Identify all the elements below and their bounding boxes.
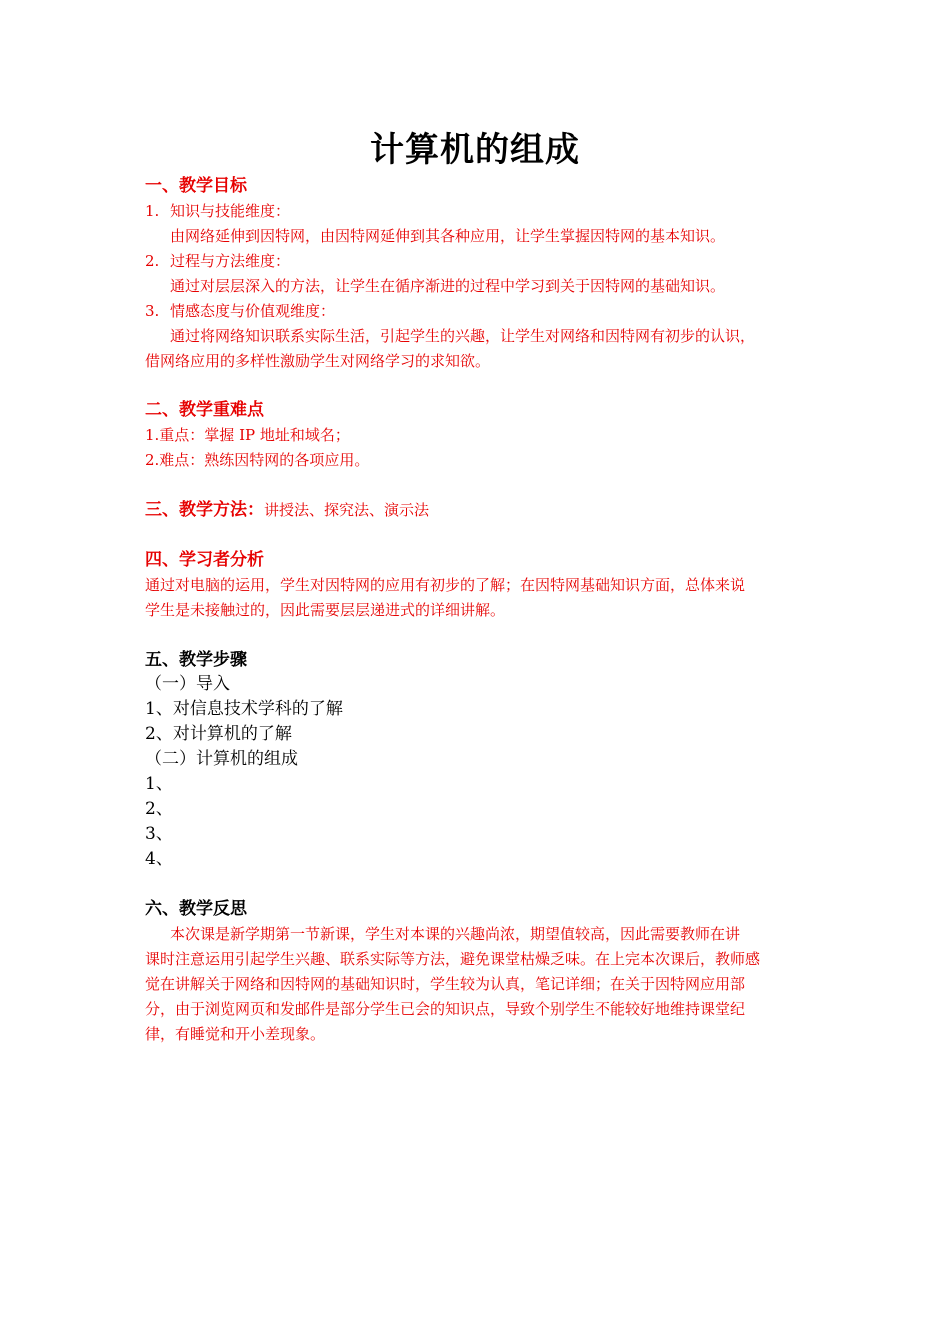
step-line: 2、 bbox=[145, 799, 173, 819]
goal-item-3-text-line2: 借网络应用的多样性激励学生对网络学习的求知欲。 bbox=[145, 352, 491, 370]
reflection-line: 课时注意运用引起学生兴趣、联系实际等方法，避免课堂枯燥乏味。在上完本次课后，教师感 bbox=[145, 950, 761, 968]
section-heading-steps: 五、教学步骤 bbox=[145, 650, 247, 670]
goal-item-2-title: 过程与方法维度： bbox=[170, 252, 291, 270]
step-line: 1、对信息技术学科的了解 bbox=[145, 699, 343, 719]
goal-item-2-text: 通过对层层深入的方法，让学生在循序渐进的过程中学习到关于因特网的基础知识。 bbox=[170, 277, 726, 295]
section-heading-key-points: 二、教学重难点 bbox=[145, 400, 264, 420]
section-heading-reflection: 六、教学反思 bbox=[145, 899, 247, 919]
methods-value: 讲授法、探究法、演示法 bbox=[264, 501, 430, 519]
goal-item-1-text: 由网络延伸到因特网，由因特网延伸到其各种应用，让学生掌握因特网的基本知识。 bbox=[170, 227, 726, 245]
reflection-line: 本次课是新学期第一节新课，学生对本课的兴趣尚浓，期望值较高，因此需要教师在讲 bbox=[170, 925, 741, 943]
goal-item-3-text-line1: 通过将网络知识联系实际生活，引起学生的兴趣，让学生对网络和因特网有初步的认识， bbox=[170, 327, 756, 345]
goal-item-3-title: 情感态度与价值观维度： bbox=[170, 302, 336, 320]
section-heading-learner-analysis: 四、学习者分析 bbox=[145, 550, 264, 570]
section-heading-goals: 一、教学目标 bbox=[145, 176, 247, 196]
document-title: 计算机的组成 bbox=[370, 130, 580, 170]
step-line: 4、 bbox=[145, 849, 173, 869]
goal-item-1-title: 知识与技能维度： bbox=[170, 202, 291, 220]
step-line: 3、 bbox=[145, 824, 173, 844]
goal-item-2-label bbox=[145, 249, 290, 273]
section-heading-methods bbox=[145, 498, 429, 522]
reflection-line: 觉在讲解关于网络和因特网的基础知识时，学生较为认真，笔记详细；在关于因特网应用部 bbox=[145, 975, 746, 993]
goal-item-1-label bbox=[145, 199, 290, 223]
reflection-line: 律，有睡觉和开小差现象。 bbox=[145, 1025, 326, 1043]
methods-heading-label: 三、教学方法： bbox=[145, 500, 264, 520]
reflection-line: 分，由于浏览网页和发邮件是部分学生已会的知识点，导致个别学生不能较好地维持课堂纪 bbox=[145, 1000, 746, 1018]
step-line: 1、 bbox=[145, 774, 173, 794]
step-line: （二）计算机的组成 bbox=[145, 749, 298, 769]
goal-item-3-label bbox=[145, 299, 335, 323]
learner-analysis-line1: 通过对电脑的运用，学生对因特网的应用有初步的了解；在因特网基础知识方面，总体来说 bbox=[145, 576, 746, 594]
step-line: 2、对计算机的了解 bbox=[145, 724, 292, 744]
goal-item-3-number: 3. bbox=[145, 302, 160, 320]
goal-item-1-number: 1. bbox=[145, 202, 160, 220]
difficult-point-line: 2.难点：熟练因特网的各项应用。 bbox=[145, 451, 370, 469]
key-point-line: 1.重点：掌握 IP 地址和域名； bbox=[145, 426, 350, 444]
goal-item-2-number: 2. bbox=[145, 252, 160, 270]
learner-analysis-line2: 学生是未接触过的，因此需要层层递进式的详细讲解。 bbox=[145, 601, 506, 619]
step-line: （一）导入 bbox=[145, 674, 230, 694]
